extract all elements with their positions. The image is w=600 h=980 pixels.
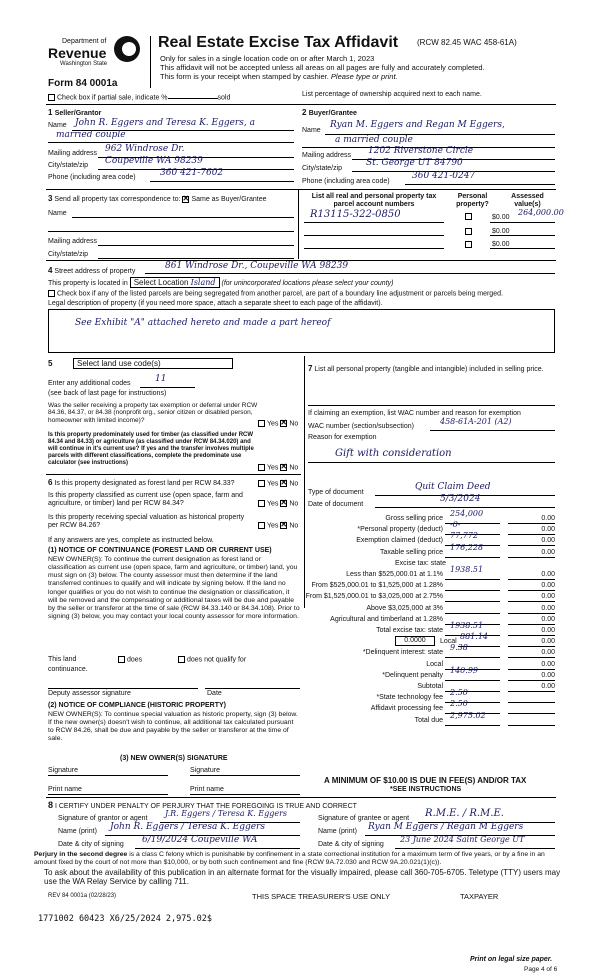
tax-row-0-value: 0.00 <box>541 515 555 522</box>
buyer-addr-label: Mailing address <box>302 152 352 159</box>
sec3-name-label: Name <box>48 210 67 217</box>
q2-yes-checkbox[interactable] <box>258 464 265 471</box>
notice-continuance-head: (1) NOTICE OF CONTINUANCE (FOREST LAND OR CURRENT USE) <box>48 547 272 554</box>
rcw-ref: (RCW 82.45 WAC 458-61A) <box>417 38 517 47</box>
forest-no-checkbox[interactable] <box>280 480 287 487</box>
fee-row-3-value: 0.00 <box>541 683 555 690</box>
doc-type[interactable]: Quit Claim Deed <box>415 482 491 492</box>
fee-row-2-value-line <box>508 680 555 681</box>
local-label: Local <box>440 638 457 646</box>
q-current-use: Is this property classified as current use (open space, farm and agriculture, or timber) land per RCW 84.34? <box>48 492 243 508</box>
bracket-3-value-line <box>508 613 555 614</box>
fee-row-4-handwritten[interactable]: 2.50 <box>450 688 468 698</box>
bracket-1-value: 0.00 <box>541 582 555 590</box>
note-3: This form is your receipt when stamped by cashier. <box>160 72 329 81</box>
tax-row-3-label: Taxable selling price <box>379 548 443 556</box>
fee-row-0-label: *Delinquent interest: state <box>362 649 443 657</box>
seller-name[interactable]: John R. Eggers and Teresa K. Eggers, a <box>75 118 255 128</box>
bracket-4-value: 0.00 <box>541 615 555 623</box>
fee-row-5-value-line <box>508 713 555 714</box>
legal-desc-text: See Exhibit "A" attached hereto and made a part hereof <box>75 318 331 328</box>
fee-row-0-value-line <box>508 657 555 658</box>
current-no-checkbox[interactable] <box>280 500 287 507</box>
sec4-label: Street address of property <box>54 268 136 275</box>
this-land: This land <box>48 656 77 663</box>
sec1-number: 1 <box>48 108 53 117</box>
note-1: Only for sales in a single location code on or after March 1, 2023 <box>160 54 375 63</box>
q2-no-checkbox[interactable] <box>280 464 287 471</box>
fee-row-3-label: Subtotal <box>417 683 443 690</box>
new-owner-sig-head: (3) NEW OWNER(S) SIGNATURE <box>120 755 228 762</box>
located-label: This property is located in <box>48 280 128 287</box>
fee-row-5-label: Affidavit processing fee <box>370 705 443 713</box>
does-checkbox[interactable] <box>118 656 125 663</box>
dept-label: Department of <box>62 38 107 45</box>
grantor-print-label: Name (print) <box>58 828 97 835</box>
rev-number: REV 84 0001a (02/28/23) <box>48 893 117 899</box>
bracket-0-value-line <box>508 579 555 580</box>
assessed-value-1: $0.00 <box>492 214 510 221</box>
partial-label: Check box if partial sale, indicate % <box>57 94 168 102</box>
bracket-2-value: 0.00 <box>541 593 555 601</box>
bracket-5-value: 0.00 <box>541 627 555 634</box>
buyer-phone[interactable]: 360 421-0247 <box>412 171 476 181</box>
local-rate[interactable]: 0.0000 <box>395 636 435 646</box>
forest-yes-checkbox[interactable] <box>258 480 265 487</box>
buyer-name-label: Name <box>302 127 321 134</box>
fee-row-0-handwritten[interactable]: 9.38 <box>450 643 468 653</box>
bracket-1-value-line <box>508 590 555 591</box>
personal-checkbox-3[interactable] <box>465 241 472 248</box>
tax-row-3-value: 0.00 <box>541 548 555 556</box>
additional-codes-label: Enter any additional codes <box>48 380 131 387</box>
tax-row-1-value: 0.00 <box>541 526 555 534</box>
bracket-0-entry-line <box>445 579 500 580</box>
bracket-2-label: From $1,525,000.01 to $3,025,000 at 2.75% <box>305 593 443 601</box>
buyer-phone-label: Phone (including area code) <box>302 178 390 185</box>
sec8-number: 8 <box>48 800 54 810</box>
q-timber: Is this property predominately used for timber (as classified under RCW 84.34 and 84.33) or agriculture (as classified under RCW 84.34.020) and will continue in it's current use? If yes and the transfer involves multiple parcels with different classifications, complete the predominate use calculator (see instructions) <box>48 432 254 466</box>
partial-sale-checkbox[interactable] <box>48 94 55 101</box>
note-2: This affidavit will not be accepted unless all areas on all pages are fully and accurately completed. <box>160 63 485 72</box>
does-label: does <box>127 656 143 664</box>
q-exemption: Was the seller receiving a property tax exemption or deferral under RCW 84.36, 84.37, or 84.38 (nonprofit org., senior citizen or disabled person, homeowner with limited income)? <box>48 402 258 424</box>
bracket-0-handwritten[interactable]: 1938.51 <box>450 565 484 574</box>
sec5-number: 5 <box>48 359 53 368</box>
seller-phone-label: Phone (including area code) <box>48 174 136 181</box>
bracket-5-handwritten[interactable]: 1938.51 <box>450 621 484 630</box>
seller-name-label: Name <box>48 122 67 129</box>
bracket-5-label: Total excise tax: state <box>376 627 443 634</box>
fee-row-1-value-line <box>508 669 555 670</box>
local-value: 0.00 <box>541 638 555 646</box>
current-yes-checkbox[interactable] <box>258 500 265 507</box>
doc-date-label: Date of document <box>308 501 364 508</box>
bracket-3-value: 0.00 <box>541 604 555 612</box>
bracket-2-entry-line <box>445 601 500 602</box>
fee-row-1-value: 0.00 <box>541 660 555 668</box>
revenue-label: Revenue <box>48 45 107 61</box>
doc-type-label: Type of document <box>308 489 364 496</box>
tax-row-1-handwritten[interactable]: -0- <box>450 520 461 530</box>
see-instructions: (see back of last page for instructions) <box>48 390 167 397</box>
perjury-bold: Perjury in the second degree <box>34 851 128 858</box>
list-pct-note: List percentage of ownership acquired next to each name. <box>302 91 482 98</box>
wac-label: WAC number (section/subsection) <box>308 423 414 430</box>
same-as-buyer-checkbox[interactable] <box>182 196 189 203</box>
legal-desc-label: Legal description of property (if you need more space, attach a separate sheet to each page of the affidavit). <box>48 300 383 307</box>
location-value: Island <box>190 278 216 287</box>
sec3-city-label: City/state/zip <box>48 251 89 258</box>
reason[interactable]: Gift with consideration <box>335 448 452 459</box>
alt-format: To ask about the availability of this publication in an alternate format for the visually impaired, please call 360-705-6705. Teletype (TTY) users may use the WA Relay Service by calling 711. <box>44 868 561 886</box>
bracket-4-label: Agricultural and timberland at 1.28% <box>330 615 443 623</box>
local-value-line <box>508 646 555 647</box>
sec6-number: 6 <box>48 478 53 487</box>
q1-no-checkbox[interactable] <box>280 420 287 427</box>
certify: I CERTIFY UNDER PENALTY OF PERJURY THAT THE FOREGOING IS TRUE AND CORRECT <box>54 803 357 810</box>
fee-row-5-handwritten[interactable]: 2.50 <box>450 699 468 709</box>
tax-row-1-label: *Personal property (deduct) <box>357 526 443 534</box>
assessed-value-2: $0.00 <box>492 228 510 235</box>
seller-city-label: City/state/zip <box>48 162 89 169</box>
seller-label: Seller/Grantor <box>54 110 102 117</box>
segregated-checkbox[interactable] <box>48 290 55 297</box>
fee-row-1-label: Local <box>426 660 443 668</box>
tax-row-0-value-line <box>508 523 555 524</box>
legal-paper-note: Print on legal size paper. <box>470 956 553 963</box>
parcel-list-head: List all real and personal property tax parcel account numbers <box>311 193 437 209</box>
sig-grantee-label: Signature of grantee or agent <box>318 815 410 822</box>
reason-label: Reason for exemption <box>308 434 377 441</box>
bracket-4-value-line <box>508 624 555 625</box>
wac-number[interactable]: 458-61A-201 (A2) <box>440 417 512 426</box>
note-3b: Please type or print. <box>330 72 398 81</box>
form-number: Form 84 0001a <box>48 78 118 89</box>
same-label: Same as Buyer/Grantee <box>191 196 267 203</box>
grantee-date-label: Date & city of signing <box>318 841 384 848</box>
state-label: Washington State <box>60 61 108 67</box>
q-historic: Is this property receiving special valuation as historical property per RCW 84.26? <box>48 514 245 530</box>
tax-row-2-handwritten[interactable]: 77,772 <box>450 531 478 541</box>
bracket-5-value-line <box>508 635 555 636</box>
taxpayer-label: TAXPAYER <box>460 892 499 901</box>
page-title: Real Estate Excise Tax Affidavit <box>158 34 399 51</box>
owner-sig-2: Signature <box>190 767 220 774</box>
excise-tax-head: Excise tax: state <box>395 559 446 567</box>
owner-print-2: Print name <box>190 786 224 793</box>
fee-row-2-label: *Delinquent penalty <box>382 671 443 679</box>
grantor-signature[interactable]: J.R. Eggers / Teresa K. Eggers <box>165 809 287 818</box>
treasurer-stamp: 1771002 60423 X6/25/2024 2,975.02$ <box>38 914 212 924</box>
notice-continuance-text: NEW OWNER(S): To continue the current designation as forest land or classification as current use (open space, farm and agriculture, or timber) land, you must sign on (3) below. The county assessor must then determine if the land transferred continues to qualify and will indicate by signing below. If the land no longer qualifies or you do not wish to continue the designation or classification, it will be removed and the compensating or additional taxes will be due and payable by the seller or transferor at the time of sale (RCW 84.33.140 or 84.34.108). Prior to signing (3) below, you may contact your local county assessor for more information. <box>48 556 300 621</box>
tax-row-0-handwritten[interactable]: 254,000 <box>450 509 484 518</box>
buyer-city-label: City/state/zip <box>302 165 343 172</box>
exemption-note: If claiming an exemption, list WAC number and reason for exemption <box>308 410 521 417</box>
sec3-addr-label: Mailing address <box>48 238 98 245</box>
fee-row-6-label: Total due <box>414 716 443 724</box>
additional-codes[interactable]: 11 <box>155 374 167 384</box>
grantor-date[interactable]: 6/19/2024 Coupeville WA <box>142 835 258 845</box>
perjury-text: is a class C felony which is punishable by confinement in a state correctional institution for a maximum term of five years, or by a fine in an amount fixed by the court of not more than $10,000, or by both such confinement and fine (RCW 9A.72.030 and RCW 9A.20.021(1)(c)). <box>34 851 545 866</box>
sold-label: sold <box>217 94 231 102</box>
tax-row-2-value-line <box>508 545 555 546</box>
sec3-number: 3 <box>48 194 53 203</box>
bracket-3-label: Above $3,025,000 at 3% <box>366 604 443 612</box>
tax-row-1-value-line <box>508 534 555 535</box>
parcel-number[interactable]: R13115-322-0850 <box>310 209 401 220</box>
location-select[interactable]: Select Location Island <box>130 277 220 288</box>
dor-logo <box>48 36 148 78</box>
buyer-address[interactable]: 1202 Riverstone Circle <box>368 146 474 156</box>
fee-row-0-value: 0.00 <box>541 649 555 657</box>
sec7-label: List all personal property (tangible and intangible) included in selling price. <box>314 366 544 373</box>
bracket-1-label: From $525,000.01 to $1,525,000 at 1.28% <box>311 582 443 590</box>
grantee-print-label: Name (print) <box>318 828 357 835</box>
fee-row-2-entry-line <box>445 680 500 681</box>
fee-row-0-entry-line <box>445 657 500 658</box>
legal-desc-box[interactable] <box>48 309 555 353</box>
notice-compliance-head: (2) NOTICE OF COMPLIANCE (HISTORIC PROPERTY) <box>48 702 226 709</box>
assessed-head: Assessed value(s) <box>511 193 544 209</box>
grantee-print-name[interactable]: Ryan M Eggers / Regan M Eggers <box>368 822 524 832</box>
fee-row-4-value-line <box>508 702 555 703</box>
fee-row-2-handwritten[interactable]: 140.99 <box>450 665 478 675</box>
seller-address[interactable]: 962 Windrose Dr. <box>105 144 185 154</box>
deputy-sig-label: Deputy assessor signature <box>48 690 131 697</box>
page-number: Page 4 of 6 <box>524 966 558 973</box>
grantor-date-label: Date & city of signing <box>58 841 124 848</box>
personal-checkbox-1[interactable] <box>465 213 472 220</box>
buyer-name[interactable]: Ryan M. Eggers and Regan M Eggers, <box>330 120 505 130</box>
fee-row-3-value-line <box>508 691 555 692</box>
sec4-number: 4 <box>48 266 53 275</box>
uninc-note: (for unincorporated locations please select your county) <box>221 280 394 287</box>
continuance-label: continuance. <box>48 666 88 673</box>
bracket-0-label: Less than $525,000.01 at 1.1% <box>346 571 443 578</box>
historic-no-checkbox[interactable] <box>280 522 287 529</box>
fee-row-6-handwritten[interactable]: 2,975.02 <box>450 710 486 720</box>
seller-name-2[interactable]: married couple <box>56 130 126 140</box>
tax-row-2-label: Exemption claimed (deduct) <box>356 537 443 545</box>
local-handwritten[interactable]: 881.14 <box>460 632 488 642</box>
sec7-number: 7 <box>308 364 313 373</box>
buyer-name-2[interactable]: a married couple <box>335 135 413 145</box>
sec2-number: 2 <box>302 108 307 117</box>
bracket-3-entry-line <box>445 613 500 614</box>
bracket-1-entry-line <box>445 590 500 591</box>
grantee-date[interactable]: 23 June 2024 Saint George UT <box>400 835 525 844</box>
fee-row-6-value-line <box>508 725 555 726</box>
bracket-0-value: 0.00 <box>541 571 555 578</box>
land-use-select[interactable]: Select land use code(s) <box>73 358 233 369</box>
fee-row-4-label: *State technology fee <box>376 694 443 702</box>
personal-head: Personal property? <box>456 193 489 209</box>
minimum-note: A MINIMUM OF $10.00 IS DUE IN FEE(S) AND/OR TAX <box>324 776 527 785</box>
grantor-print-name[interactable]: John R. Eggers / Teresa K. Eggers <box>110 822 265 832</box>
tax-row-3-handwritten[interactable]: 176,228 <box>450 542 484 552</box>
seller-phone[interactable]: 360 421-7602 <box>160 168 224 178</box>
q1-yes-checkbox[interactable] <box>258 420 265 427</box>
segregated-label: Check box if any of the listed parcels are being segregated from another parcel, are part of a boundary line adjustment or parcels being merged. <box>57 290 503 298</box>
owner-print-1: Print name <box>48 786 82 793</box>
notice-compliance-text: NEW OWNER(S): To continue special valuation as historic property, sign (3) below. If the new owner(s) doesn't wish to continue, all additional tax calculated pursuant to RCW 84.26, shall be due and payable by the seller or transferor at the time of sale. <box>48 711 298 743</box>
personal-checkbox-2[interactable] <box>465 228 472 235</box>
fee-row-6-entry-line <box>445 725 500 726</box>
does-not-label: does not qualify for <box>187 656 247 664</box>
tax-row-3-value-line <box>508 557 555 558</box>
grantee-signature[interactable]: R.M.E. / R.M.E. <box>425 808 504 819</box>
seller-addr-label: Mailing address <box>48 150 98 157</box>
q-forest: Is this property designated as forest land per RCW 84.33? <box>54 480 235 487</box>
assessed-value-3: $0.00 <box>492 241 510 248</box>
tax-row-2-value: 0.00 <box>541 537 555 545</box>
seller-city[interactable]: Coupeville WA 98239 <box>105 156 203 166</box>
bracket-2-value-line <box>508 601 555 602</box>
deputy-date-label: Date <box>207 690 222 697</box>
any-yes: If any answers are yes, complete as instructed below. <box>48 537 214 544</box>
buyer-label: Buyer/Grantee <box>308 110 357 117</box>
sig-grantor-label: Signature of grantor or agent <box>58 815 148 822</box>
owner-sig-1: Signature <box>48 767 78 774</box>
tax-row-3-entry-line <box>445 557 500 558</box>
historic-yes-checkbox[interactable] <box>258 522 265 529</box>
doc-date[interactable]: 5/3/2024 <box>440 494 481 504</box>
see-star-instructions: *SEE INSTRUCTIONS <box>390 786 462 793</box>
treasurer-only: THIS SPACE TREASURER'S USE ONLY <box>252 892 391 901</box>
tax-row-0-label: Gross selling price <box>385 515 443 522</box>
assessed-value-hw[interactable]: 264,000.00 <box>518 208 564 217</box>
property-address[interactable]: 861 Windrose Dr., Coupeville WA 98239 <box>165 261 349 271</box>
fee-row-2-value: 0.00 <box>541 671 555 679</box>
buyer-city[interactable]: St. George UT 84790 <box>366 158 463 168</box>
sec3-label: Send all property tax correspondence to: <box>54 196 181 203</box>
does-not-checkbox[interactable] <box>178 656 185 663</box>
